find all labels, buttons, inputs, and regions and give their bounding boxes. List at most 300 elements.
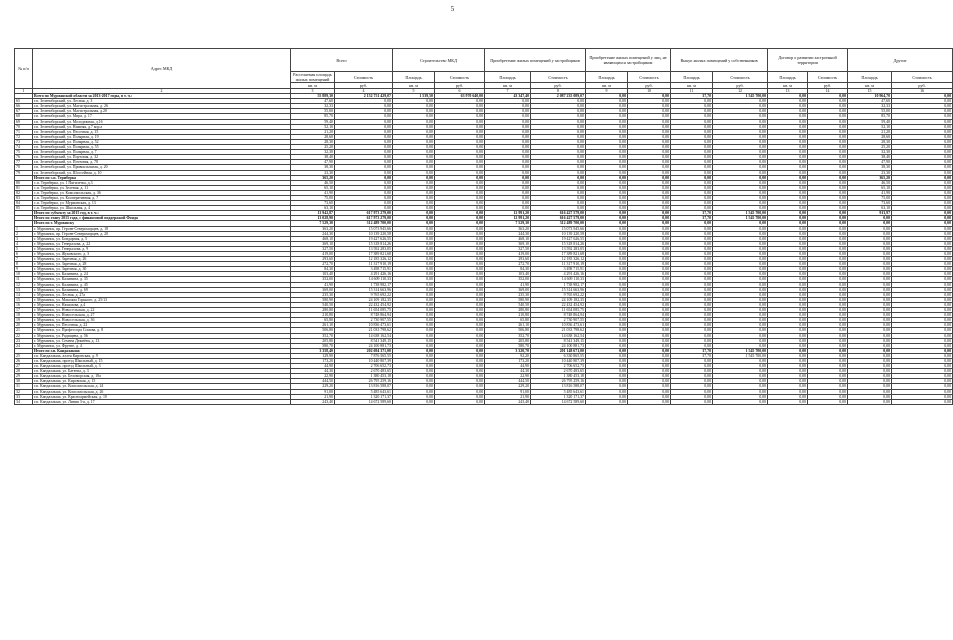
value-cell: 0,00 <box>808 323 848 328</box>
value-cell: 0,00 <box>435 226 485 231</box>
address-cell: г.п. Кандалакша, ул. Комсомольская, д. 26 <box>33 389 291 394</box>
value-cell: 235,30 <box>485 292 531 297</box>
value-cell: 0,00 <box>586 384 628 389</box>
value-cell: 0,00 <box>435 221 485 226</box>
value-cell: 0,00 <box>808 190 848 195</box>
value-cell: 0,00 <box>671 150 713 155</box>
value-cell: 444,50 <box>485 379 531 384</box>
address-cell: г.п. Кандалакша, аллея Кировская, д. 9 <box>33 353 291 358</box>
value-cell: 0,00 <box>892 308 953 313</box>
row-number: 29 <box>15 374 33 379</box>
value-cell: 37,70 <box>671 216 713 221</box>
value-cell: 0,00 <box>435 185 485 190</box>
value-cell: 0,00 <box>393 272 435 277</box>
value-cell: 0,00 <box>671 292 713 297</box>
value-cell: 0,00 <box>768 160 808 165</box>
value-cell: 1 738 982,17 <box>335 282 393 287</box>
value-cell: 0,00 <box>892 180 953 185</box>
value-cell: 0,00 <box>628 389 671 394</box>
value-cell: 0,00 <box>393 348 435 353</box>
value-cell: 52,10 <box>848 124 892 129</box>
value-cell: 0,00 <box>586 364 628 369</box>
row-number: 85 <box>15 206 33 211</box>
value-cell: 0,00 <box>628 353 671 358</box>
value-cell: 0,00 <box>628 170 671 175</box>
column-number: 9 <box>586 89 628 94</box>
column-number: 12 <box>713 89 768 94</box>
value-cell: 0,00 <box>393 170 435 175</box>
value-cell: 0,00 <box>768 292 808 297</box>
value-cell: 0,00 <box>848 364 892 369</box>
value-cell: 22,90 <box>485 374 531 379</box>
value-cell: 0,00 <box>713 297 768 302</box>
value-cell: 580,70 <box>291 343 335 348</box>
address-cell: г. Мурманск, ул. Лесная, д. 27а <box>33 292 291 297</box>
value-cell: 0,00 <box>435 150 485 155</box>
value-cell: 38,30 <box>848 165 892 170</box>
value-cell: 0,00 <box>628 155 671 160</box>
address-cell: Итого по с.п. Териберка <box>33 175 291 180</box>
value-cell: 0,00 <box>892 145 953 150</box>
value-cell: 0,00 <box>892 302 953 307</box>
value-cell: 0,00 <box>485 99 531 104</box>
value-cell: 0,00 <box>892 195 953 200</box>
value-cell: 2 730 907,55 <box>335 318 393 323</box>
value-cell: 0,00 <box>435 175 485 180</box>
value-cell: 0,00 <box>892 338 953 343</box>
address-cell: г. Мурманск, ул. Генераловa, д. 22 <box>33 241 291 246</box>
value-cell: 0,00 <box>628 139 671 144</box>
value-cell: 0,00 <box>393 287 435 292</box>
value-cell: 0,00 <box>713 180 768 185</box>
value-cell: 65,80 <box>291 318 335 323</box>
header-other: Другие <box>848 49 953 72</box>
value-cell: 0,00 <box>808 343 848 348</box>
value-cell: 0,00 <box>671 399 713 404</box>
row-number: 32 <box>15 389 33 394</box>
value-cell: 244,30 <box>485 231 531 236</box>
value-cell: 0,00 <box>848 313 892 318</box>
value-cell: 0,00 <box>808 180 848 185</box>
value-cell: 0,00 <box>713 185 768 190</box>
subheader-cost: Стоимость <box>531 72 586 83</box>
value-cell: 0,00 <box>393 119 435 124</box>
value-cell: 0,00 <box>848 384 892 389</box>
value-cell: 0,00 <box>808 114 848 119</box>
value-cell: 0,00 <box>768 338 808 343</box>
value-cell: 4 291 426,16 <box>531 272 586 277</box>
row-number: 33 <box>15 394 33 399</box>
value-cell: 0,00 <box>892 139 953 144</box>
value-cell: 43 347,40 <box>485 94 531 99</box>
address-cell: г.п. Кандалакша, ул. Батюты, д. 3 <box>33 369 291 374</box>
value-cell: 0,00 <box>586 267 628 272</box>
column-number: 7 <box>485 89 531 94</box>
value-cell: 0,00 <box>586 216 628 221</box>
value-cell: 352,70 <box>485 333 531 338</box>
value-cell: 0,00 <box>671 201 713 206</box>
address-cell: г.п. Кандалакша, ул. Линия 3-я, д. 17 <box>33 399 291 404</box>
value-cell: 0,00 <box>713 374 768 379</box>
value-cell: 0,00 <box>713 292 768 297</box>
value-cell: 0,00 <box>531 129 586 134</box>
value-cell: 0,00 <box>586 104 628 109</box>
value-cell: 0,00 <box>586 399 628 404</box>
value-cell: 616 427 579,00 <box>531 211 586 216</box>
value-cell: 580,70 <box>485 343 531 348</box>
value-cell: 0,00 <box>713 221 768 226</box>
value-cell: 0,00 <box>892 226 953 231</box>
row-number: 80 <box>15 180 33 185</box>
value-cell: 0,00 <box>808 333 848 338</box>
row-number: 20 <box>15 323 33 328</box>
address-cell: г.п. Зеленоборский, ул. Полярная, д. 55 <box>33 145 291 150</box>
value-cell: 0,00 <box>485 104 531 109</box>
value-cell: 0,00 <box>435 114 485 119</box>
value-cell: 1 539,50 <box>393 94 435 99</box>
header-total: Всего <box>291 49 393 72</box>
row-number: 30 <box>15 379 33 384</box>
value-cell: 15 073 945,66 <box>531 226 586 231</box>
value-cell: 41,90 <box>485 282 531 287</box>
value-cell: 0,00 <box>586 379 628 384</box>
value-cell: 0,00 <box>808 394 848 399</box>
value-cell: 0,00 <box>713 175 768 180</box>
value-cell: 0,00 <box>671 185 713 190</box>
value-cell: 63 970 640,00 <box>435 94 485 99</box>
value-cell: 65,10 <box>848 185 892 190</box>
value-cell: 0,00 <box>586 145 628 150</box>
value-cell: 0,00 <box>435 257 485 262</box>
value-cell: 11 654 085,75 <box>531 308 586 313</box>
address-cell: г. Мурманск, ул. Калинина, д. 45 <box>33 282 291 287</box>
value-cell: 0,00 <box>531 104 586 109</box>
value-cell: 0,00 <box>628 252 671 257</box>
value-cell: 0,00 <box>671 277 713 282</box>
value-cell: 0,00 <box>892 134 953 139</box>
row-number: 17 <box>15 308 33 313</box>
value-cell: 0,00 <box>671 358 713 363</box>
value-cell: 0,00 <box>393 175 435 180</box>
address-cell: г. Мурманск, ул. Новосельская, д. 22 <box>33 308 291 313</box>
address-cell: г. Мурманск, ул. Калинина, д. 69 <box>33 287 291 292</box>
value-cell: 0,00 <box>628 104 671 109</box>
value-cell: 280,80 <box>291 308 335 313</box>
value-cell: 13 592 283,05 <box>335 246 393 251</box>
value-cell: 0,00 <box>435 124 485 129</box>
value-cell: 15 314 663,96 <box>531 287 586 292</box>
value-cell: 0,00 <box>586 155 628 160</box>
subheader-cost: Стоимость <box>628 72 671 83</box>
value-cell: 0,00 <box>768 175 808 180</box>
address-cell: г.п. Кандалакша, проезд Школьный, д. 3 <box>33 364 291 369</box>
value-cell: 0,00 <box>768 236 808 241</box>
address-cell: Итого по г. Мурманску <box>33 221 291 226</box>
unit-rub: руб. <box>808 83 848 89</box>
address-cell: с.п. Териберка, ул. Мурманская, д. 13 <box>33 201 291 206</box>
value-cell: 0,00 <box>808 145 848 150</box>
unit-area: кв. м <box>485 83 531 89</box>
value-cell: 0,00 <box>768 150 808 155</box>
value-cell: 0,00 <box>808 282 848 287</box>
value-cell: 0,00 <box>768 353 808 358</box>
value-cell: 0,00 <box>848 277 892 282</box>
value-cell: 0,00 <box>808 297 848 302</box>
value-cell: 15 318 814,26 <box>531 241 586 246</box>
value-cell: 0,00 <box>808 104 848 109</box>
value-cell: 0,00 <box>485 114 531 119</box>
value-cell: 0,00 <box>768 257 808 262</box>
value-cell: 17 389 821,68 <box>335 252 393 257</box>
value-cell: 0,00 <box>586 180 628 185</box>
value-cell: 0,00 <box>335 119 393 124</box>
value-cell: 0,00 <box>808 195 848 200</box>
value-cell: 0,00 <box>435 272 485 277</box>
value-cell: 0,00 <box>768 282 808 287</box>
value-cell: 0,00 <box>713 160 768 165</box>
value-cell: 3 358,40 <box>291 348 335 353</box>
value-cell: 0,00 <box>435 195 485 200</box>
value-cell: 0,00 <box>435 292 485 297</box>
value-cell: 0,00 <box>713 104 768 109</box>
value-cell: 0,00 <box>628 358 671 363</box>
value-cell: 0,00 <box>848 308 892 313</box>
value-cell: 0,00 <box>713 302 768 307</box>
value-cell: 243,40 <box>291 399 335 404</box>
value-cell: 0,00 <box>713 328 768 333</box>
value-cell: 10 440 807,39 <box>335 358 393 363</box>
value-cell: 0,00 <box>435 109 485 114</box>
value-cell: 24 109 182,35 <box>531 297 586 302</box>
value-cell: 0,00 <box>808 379 848 384</box>
value-cell: 0,00 <box>335 104 393 109</box>
address-cell: г.п. Зеленоборский, ул. Песочная, д. 15 <box>33 129 291 134</box>
value-cell: 0,00 <box>713 333 768 338</box>
value-cell: 0,00 <box>808 185 848 190</box>
value-cell: 26 795 259,16 <box>531 379 586 384</box>
value-cell: 0,00 <box>808 211 848 216</box>
address-cell: г. Мурманск, ул. Бондарная, д. 5 <box>33 236 291 241</box>
value-cell: 352,70 <box>291 333 335 338</box>
address-cell: г.п. Зеленоборский, ул. Полярная, д. 19 <box>33 134 291 139</box>
row-number: 79 <box>15 170 33 175</box>
value-cell: 15 318 814,26 <box>335 241 393 246</box>
value-cell: 0,00 <box>628 211 671 216</box>
value-cell: 617 973 279,00 <box>335 216 393 221</box>
value-cell: 0,00 <box>671 389 713 394</box>
address-cell: г. Мурманск, ул. Заречная, д. 26 <box>33 257 291 262</box>
row-number: 14 <box>15 292 33 297</box>
row-number: 19 <box>15 318 33 323</box>
value-cell: 0,00 <box>892 348 953 353</box>
value-cell: 0,00 <box>393 369 435 374</box>
value-cell: 0,00 <box>768 318 808 323</box>
value-cell: 12 991,20 <box>485 216 531 221</box>
header-buyout: Выкуп жилых помещений у собственников <box>671 49 768 72</box>
value-cell: 0,00 <box>628 257 671 262</box>
value-cell: 0,00 <box>808 292 848 297</box>
value-cell: 12 185 326,12 <box>531 257 586 262</box>
value-cell: 0,00 <box>531 206 586 211</box>
value-cell: 129,90 <box>291 353 335 358</box>
value-cell: 0,00 <box>671 99 713 104</box>
value-cell: 0,00 <box>808 170 848 175</box>
address-cell: г.п. Зеленоборский, ул. Магистральная, д.20 <box>33 109 291 114</box>
value-cell: 0,00 <box>335 99 393 104</box>
value-cell: 0,00 <box>435 379 485 384</box>
value-cell: 363,20 <box>291 226 335 231</box>
value-cell: 0,00 <box>848 358 892 363</box>
value-cell: 0,00 <box>586 318 628 323</box>
value-cell: 0,00 <box>435 170 485 175</box>
value-cell: 38,40 <box>848 155 892 160</box>
value-cell: 0,00 <box>848 216 892 221</box>
value-cell: 0,00 <box>892 389 953 394</box>
value-cell: 0,00 <box>713 236 768 241</box>
value-cell: 0,00 <box>671 267 713 272</box>
row-number: 74 <box>15 145 33 150</box>
unit-rub: руб. <box>435 83 485 89</box>
value-cell: 0,00 <box>628 277 671 282</box>
value-cell: 2 670 483,65 <box>531 369 586 374</box>
row-number: 67 <box>15 109 33 114</box>
address-cell: г.п. Кандалакша, ул. Кировская, д. 15 <box>33 379 291 384</box>
value-cell: 0,00 <box>808 216 848 221</box>
value-cell: 0,00 <box>485 129 531 134</box>
value-cell: 0,00 <box>808 348 848 353</box>
value-cell: 0,00 <box>671 206 713 211</box>
value-cell: 0,00 <box>713 262 768 267</box>
value-cell: 0,00 <box>435 384 485 389</box>
value-cell: 0,00 <box>485 195 531 200</box>
value-cell: 0,00 <box>393 292 435 297</box>
value-cell: 0,00 <box>768 195 808 200</box>
value-cell: 0,00 <box>713 129 768 134</box>
value-cell: 10 440 807,39 <box>531 358 586 363</box>
value-cell: 0,00 <box>393 145 435 150</box>
address-cell: г. Мурманск, пр. Героев-Североморцев, д. 18 <box>33 226 291 231</box>
value-cell: 0,00 <box>892 114 953 119</box>
unit-rub: руб. <box>335 83 393 89</box>
value-cell: 0,00 <box>892 374 953 379</box>
value-cell: 0,00 <box>713 139 768 144</box>
value-cell: 0,00 <box>892 277 953 282</box>
value-cell: 24 100 881,73 <box>531 343 586 348</box>
value-cell: 0,00 <box>335 195 393 200</box>
value-cell: 0,00 <box>586 241 628 246</box>
value-cell: 0,00 <box>586 201 628 206</box>
value-cell: 0,00 <box>393 282 435 287</box>
value-cell: 0,00 <box>768 226 808 231</box>
value-cell: 0,00 <box>335 134 393 139</box>
value-cell: 0,00 <box>586 333 628 338</box>
value-cell: 0,00 <box>808 358 848 363</box>
value-cell: 32,33 <box>291 104 335 109</box>
value-cell: 0,00 <box>713 282 768 287</box>
value-cell: 0,00 <box>768 262 808 267</box>
row-number: 3 <box>15 236 33 241</box>
value-cell: 0,00 <box>713 257 768 262</box>
value-cell: 21,90 <box>485 394 531 399</box>
value-cell: 0,00 <box>892 221 953 226</box>
value-cell: 21 033 798,62 <box>335 328 393 333</box>
value-cell: 0,00 <box>808 206 848 211</box>
value-cell: 202 694 371,00 <box>335 348 393 353</box>
value-cell: 616 427 579,00 <box>531 216 586 221</box>
value-cell: 0,00 <box>586 287 628 292</box>
value-cell: 0,00 <box>892 99 953 104</box>
value-cell: 0,00 <box>768 379 808 384</box>
value-cell: 9 765 692,22 <box>531 292 586 297</box>
value-cell: 0,00 <box>393 160 435 165</box>
value-cell: 0,00 <box>671 272 713 277</box>
unit-rub: руб. <box>628 83 671 89</box>
value-cell: 0,00 <box>671 333 713 338</box>
value-cell: 17 389 821,68 <box>531 252 586 257</box>
value-cell: 0,00 <box>768 155 808 160</box>
address-cell: Итого по субъекту за 2015 год, в т. ч.: <box>33 211 291 216</box>
address-cell: Итого по этапу 2015 года, с финансовой поддержкой Фонда <box>33 216 291 221</box>
value-cell: 0,00 <box>768 297 808 302</box>
value-cell: 0,00 <box>671 374 713 379</box>
value-cell: 0,00 <box>393 124 435 129</box>
value-cell: 0,00 <box>393 313 435 318</box>
address-cell: г. Мурманск, ул. Новосельская, д. 36 <box>33 318 291 323</box>
value-cell: 0,00 <box>848 323 892 328</box>
value-cell: 0,00 <box>768 394 808 399</box>
value-cell: 0,00 <box>586 165 628 170</box>
subheader-cost: Стоимость <box>892 72 953 83</box>
value-cell: 15 314 663,96 <box>335 287 393 292</box>
row-number: 2 <box>15 231 33 236</box>
value-cell: 0,00 <box>335 165 393 170</box>
value-cell: 55 889,30 <box>291 94 335 99</box>
value-cell: 0,00 <box>713 124 768 129</box>
value-cell: 0,00 <box>586 323 628 328</box>
value-cell: 0,00 <box>671 252 713 257</box>
value-cell: 32,30 <box>848 150 892 155</box>
value-cell: 0,00 <box>671 170 713 175</box>
value-cell: 0,00 <box>848 282 892 287</box>
value-cell: 0,00 <box>335 139 393 144</box>
value-cell: 0,00 <box>393 353 435 358</box>
value-cell: 0,00 <box>768 241 808 246</box>
row-number: 73 <box>15 139 33 144</box>
value-cell: 0,00 <box>435 104 485 109</box>
value-cell: 0,00 <box>435 201 485 206</box>
value-cell: 0,00 <box>435 297 485 302</box>
value-cell: 0,00 <box>628 119 671 124</box>
row-number: 27 <box>15 364 33 369</box>
value-cell: 0,00 <box>713 343 768 348</box>
value-cell: 0,00 <box>628 145 671 150</box>
value-cell: 85,70 <box>848 114 892 119</box>
value-cell: 0,00 <box>808 384 848 389</box>
value-cell: 0,00 <box>393 231 435 236</box>
value-cell: 0,00 <box>586 348 628 353</box>
address-cell: г. Мурманск, ул. Максима Горького, д. 25/13 <box>33 297 291 302</box>
value-cell: 0,00 <box>393 343 435 348</box>
value-cell: 0,00 <box>671 308 713 313</box>
value-cell: 0,00 <box>713 155 768 160</box>
value-cell: 0,00 <box>848 338 892 343</box>
value-cell: 0,00 <box>848 348 892 353</box>
value-cell: 0,00 <box>892 175 953 180</box>
value-cell: 0,00 <box>768 328 808 333</box>
value-cell: 8 541 349,15 <box>335 338 393 343</box>
value-cell: 0,00 <box>393 104 435 109</box>
value-cell: 0,00 <box>713 252 768 257</box>
